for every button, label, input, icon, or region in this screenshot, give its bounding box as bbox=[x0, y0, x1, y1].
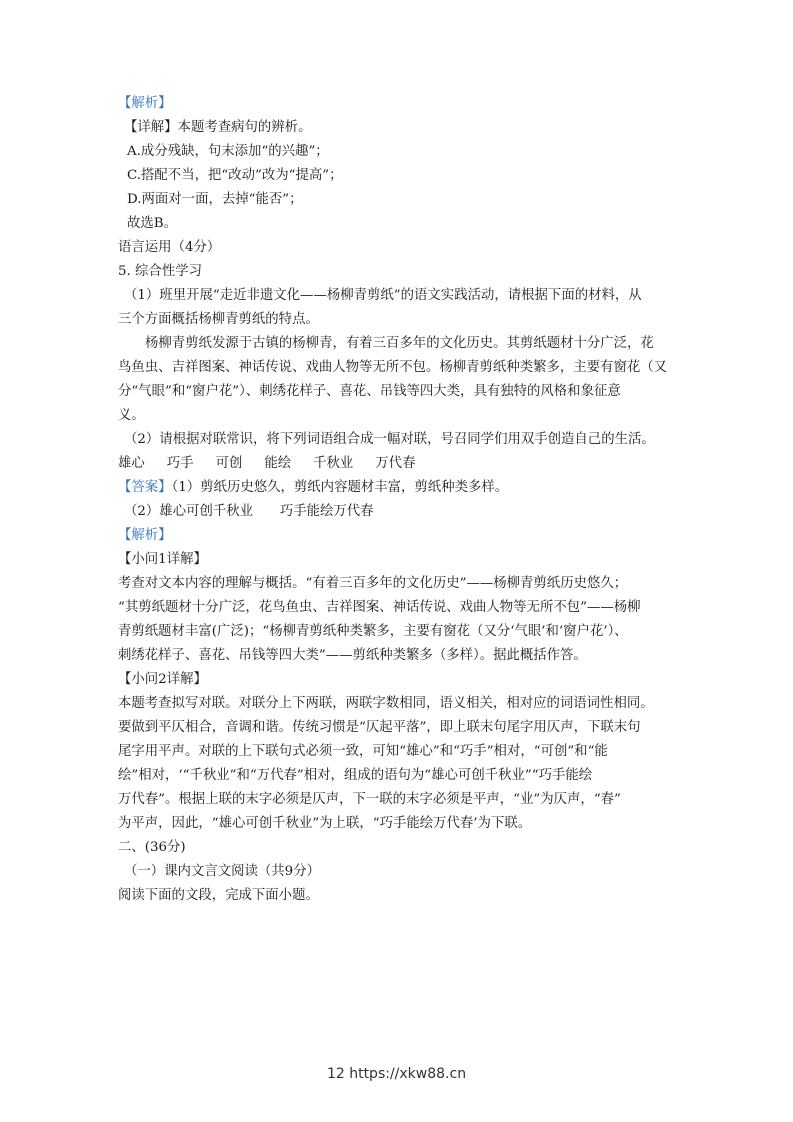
word-item: 千秋业 bbox=[313, 456, 354, 471]
q5-part2-line: （2）请根据对联常识，将下列词语组合成一幅对联，号召同学们用双手创造自己的生活。 bbox=[124, 432, 655, 447]
sub2-line4: 绘”相对，‘“千秋业”和“万代春”相对，组成的语句为“雄心可创千秋业”“巧手能绘 bbox=[118, 768, 593, 783]
sub-question-2-heading: 【小问2详解】 bbox=[118, 672, 207, 687]
q5-part1-line1: （1）班里开展“走近非遗文化——杨柳青剪纸”的语文实践活动，请根据下面的材料，从 bbox=[124, 288, 642, 303]
word-item: 巧手 bbox=[166, 456, 194, 471]
word-item: 万代春 bbox=[375, 456, 416, 471]
sub2-line5: 万代春”。根据上联的末字必须是仄声，下一联的末字必须是平声，“业”为仄声，“春” bbox=[118, 792, 621, 807]
sub1-line1: 考查对文本内容的理解与概括。“有着三百多年的文化历史”——杨柳青剪纸历史悠久； bbox=[118, 576, 628, 591]
section-2-subheading: （一）课内文言文阅读（共9分） bbox=[124, 864, 320, 879]
sub2-line1: 本题考查拟写对联。对联分上下两联，两联字数相同，语义相关，相对应的词语词性相同。 bbox=[118, 696, 654, 711]
sub1-line2: “其剪纸题材十分广泛，花鸟鱼虫、吉祥图案、神话传说、戏曲人物等无所不包”——杨柳 bbox=[118, 600, 641, 615]
question-5-title: 5. 综合性学习 bbox=[118, 264, 202, 279]
section-2-heading: 二、(36分) bbox=[118, 840, 186, 855]
answer-label: 【答案】 bbox=[118, 480, 172, 495]
option-a-line: A.成分残缺，句末添加“的兴趣”； bbox=[127, 144, 329, 159]
sub1-line4: 刺绣花样子、喜花、吊钱等四大类”——剪纸种类繁多（多样）。据此概括作答。 bbox=[118, 648, 587, 663]
page-footer: 12 https://xkw88.cn bbox=[326, 1066, 467, 1082]
option-c-line: C.搭配不当，把“改动”改为“提高”； bbox=[127, 168, 343, 183]
sub2-line2: 要做到平仄相合，音调和谐。传统习惯是“仄起平落”，即上联末句尾字用仄声，下联末句 bbox=[118, 720, 641, 735]
answer-line1 bbox=[118, 476, 678, 500]
sub2-line3: 尾字用平声。对联的上下联句式必须一致，可知“雄心”和“巧手”相对，“可创”和“能 bbox=[118, 744, 608, 759]
word-item: 能绘 bbox=[264, 456, 292, 471]
sub-question-1-heading: 【小问1详解】 bbox=[118, 552, 207, 567]
word-item: 可创 bbox=[215, 456, 243, 471]
detail-heading: 【详解】本题考查病句的辨析。 bbox=[124, 120, 312, 135]
q5-part1-line2: 三个方面概括杨柳青剪纸的特点。 bbox=[118, 312, 319, 327]
section-2-instruction: 阅读下面的文段，完成下面小题。 bbox=[118, 888, 319, 903]
option-d-line: D.两面对一面，去掉“能否”； bbox=[127, 192, 303, 207]
answer-1-text: （1）剪纸历史悠久，剪纸内容题材丰富，剪纸种类多样。 bbox=[171, 480, 509, 495]
section-language-use: 语言运用（4分） bbox=[118, 240, 221, 255]
analysis2-label: 【解析】 bbox=[118, 528, 172, 543]
material-line2: 鸟鱼虫、吉祥图案、神话传说、戏曲人物等无所不包。杨柳青剪纸种类繁多，主要有窗花（又 bbox=[118, 360, 668, 375]
word-list bbox=[118, 452, 678, 476]
analysis-label: 【解析】 bbox=[118, 96, 172, 111]
document-content bbox=[118, 92, 678, 908]
word-item: 雄心 bbox=[118, 456, 145, 471]
material-line4: 义。 bbox=[118, 408, 145, 423]
material-line3: 分“气眼”和“窗户花”）、刺绣花样子、喜花、吊钱等四大类，具有独特的风格和象征意 bbox=[118, 384, 621, 399]
sub2-line6: 为平声，因此，“雄心可创千秋业”为上联，“巧手能绘万代春’为下联。 bbox=[118, 816, 532, 831]
material-line1: 杨柳青剪纸发源于古镇的杨柳青，有着三百多年的文化历史。其剪纸题材十分广泛，花 bbox=[145, 336, 654, 351]
choose-line: 故选B。 bbox=[127, 216, 178, 231]
answer-line2: （2）雄心可创千秋业 巧手能绘万代春 bbox=[124, 504, 374, 519]
sub1-line3: 青剪纸题材丰富(广泛)；“杨柳青剪纸种类繁多，主要有窗花（又分‘气眼’和‘窗户花’）、 bbox=[118, 624, 628, 639]
